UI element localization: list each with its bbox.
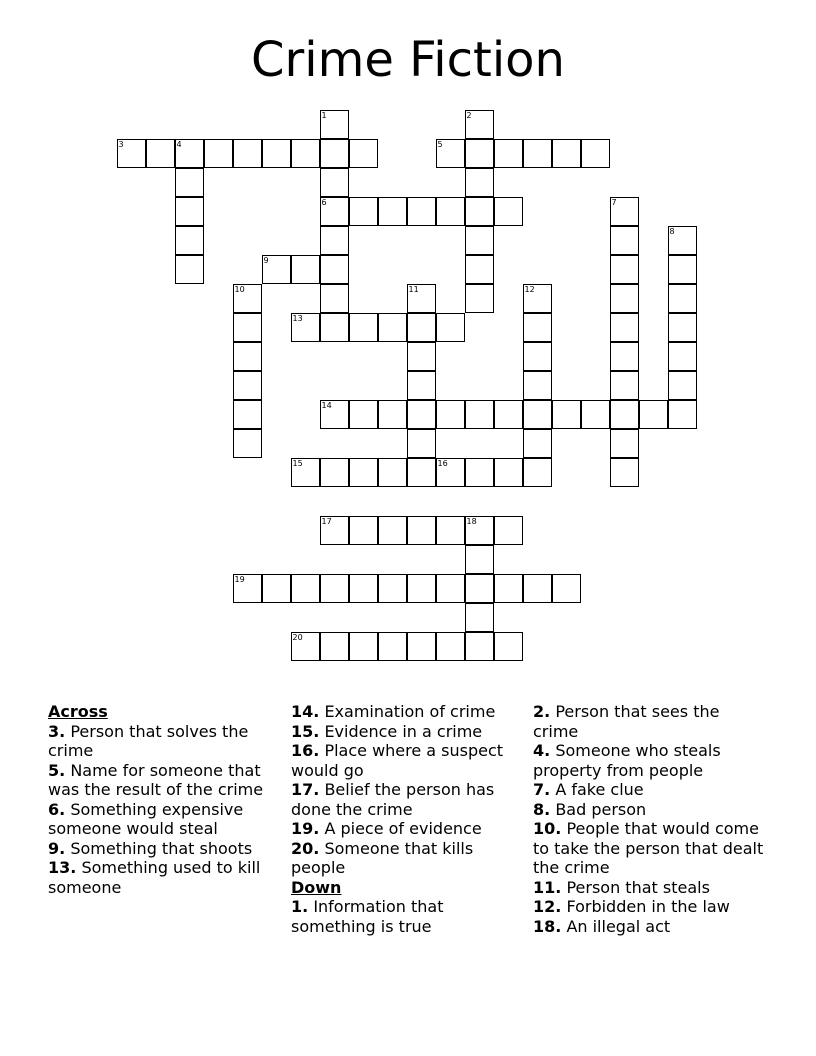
clue-item-text: Something that shoots [70, 838, 253, 858]
grid-cell[interactable] [639, 400, 668, 429]
grid-cell[interactable] [523, 139, 552, 168]
clue-number: 4 [176, 139, 182, 149]
grid-cell[interactable] [668, 284, 697, 313]
grid-cell[interactable] [610, 313, 639, 342]
grid-cell[interactable] [668, 400, 697, 429]
grid-cell[interactable] [465, 110, 494, 139]
clue-item [533, 702, 765, 741]
clue-number: 14 [321, 400, 332, 410]
clue-number: 20 [292, 632, 303, 642]
grid-cell[interactable] [233, 400, 262, 429]
clue-item [48, 722, 280, 761]
grid-cell[interactable] [668, 226, 697, 255]
grid-cell[interactable] [320, 516, 349, 545]
grid-cell[interactable] [465, 226, 494, 255]
grid-cell[interactable] [552, 400, 581, 429]
grid-cell[interactable] [378, 197, 407, 226]
clue-item-text: Information that something is true [291, 897, 444, 936]
clue-item-number: 15. [291, 721, 320, 741]
grid-cell[interactable] [349, 139, 378, 168]
clue-item-number: 18. [533, 916, 562, 936]
clue-item-text: Something expensive someone would steal [48, 799, 244, 838]
grid-cell[interactable] [494, 632, 523, 661]
grid-cell[interactable] [523, 429, 552, 458]
grid-cell[interactable] [436, 632, 465, 661]
grid-cell[interactable] [465, 197, 494, 226]
grid-cell[interactable] [320, 458, 349, 487]
grid-cell[interactable] [610, 400, 639, 429]
grid-cell[interactable] [407, 197, 436, 226]
grid-cell[interactable] [407, 371, 436, 400]
grid-cell[interactable] [494, 139, 523, 168]
clue-item-text: A piece of evidence [324, 819, 482, 838]
clue-item [533, 819, 765, 878]
grid-cell[interactable] [494, 458, 523, 487]
clue-number: 16 [437, 458, 448, 468]
grid-cell[interactable] [465, 255, 494, 284]
grid-cell[interactable] [610, 429, 639, 458]
grid-cell[interactable] [378, 632, 407, 661]
grid-cell[interactable] [320, 197, 349, 226]
grid-cell[interactable] [291, 458, 320, 487]
clue-item-text: Place where a suspect would go [291, 741, 504, 780]
grid-cell[interactable] [436, 400, 465, 429]
grid-cell[interactable] [552, 574, 581, 603]
grid-cell[interactable] [523, 284, 552, 313]
clue-item [291, 819, 523, 839]
grid-cell[interactable] [175, 226, 204, 255]
grid-cell[interactable] [436, 516, 465, 545]
grid-cell[interactable] [407, 632, 436, 661]
grid-cell[interactable] [320, 632, 349, 661]
grid-cell[interactable] [349, 400, 378, 429]
grid-cell[interactable] [320, 284, 349, 313]
grid-cell[interactable] [407, 516, 436, 545]
clue-number: 19 [234, 574, 245, 584]
clue-item [291, 839, 523, 878]
clue-item-number: 17. [291, 780, 320, 799]
page-title: Crime Fiction [251, 32, 565, 88]
grid-cell[interactable] [320, 168, 349, 197]
grid-cell[interactable] [523, 313, 552, 342]
clue-number: 9 [263, 255, 269, 265]
clue-item-number: 10. [533, 819, 562, 838]
grid-cell[interactable] [436, 197, 465, 226]
clue-item-text: Something used to kill someone [48, 858, 261, 897]
grid-cell[interactable] [262, 574, 291, 603]
clue-column-3 [533, 702, 765, 936]
grid-cell[interactable] [407, 400, 436, 429]
clue-item-text: Forbidden in the law [566, 897, 730, 916]
grid-cell[interactable] [465, 400, 494, 429]
grid-cell[interactable] [378, 458, 407, 487]
grid-cell[interactable] [407, 429, 436, 458]
grid-cell[interactable] [378, 400, 407, 429]
grid-cell[interactable] [465, 516, 494, 545]
clue-item [533, 897, 765, 917]
grid-cell[interactable] [407, 458, 436, 487]
clue-item-number: 11. [533, 877, 562, 897]
grid-cell[interactable] [233, 371, 262, 400]
clue-item-text: Evidence in a crime [324, 721, 483, 741]
clue-number: 13 [292, 313, 303, 323]
grid-cell[interactable] [523, 400, 552, 429]
grid-cell[interactable] [378, 574, 407, 603]
grid-cell[interactable] [465, 139, 494, 168]
grid-cell[interactable] [523, 458, 552, 487]
grid-cell[interactable] [320, 226, 349, 255]
grid-cell[interactable] [581, 139, 610, 168]
grid-cell[interactable] [465, 168, 494, 197]
grid-cell[interactable] [610, 284, 639, 313]
grid-cell[interactable] [262, 139, 291, 168]
grid-cell[interactable] [262, 255, 291, 284]
grid-cell[interactable] [465, 632, 494, 661]
grid-cell[interactable] [610, 458, 639, 487]
grid-cell[interactable] [320, 255, 349, 284]
grid-cell[interactable] [436, 574, 465, 603]
clue-number: 7 [611, 197, 617, 207]
clue-item-number: 9. [48, 838, 66, 858]
grid-cell[interactable] [668, 342, 697, 371]
grid-cell[interactable] [610, 255, 639, 284]
clue-item-number: 1. [291, 897, 309, 916]
clue-number: 8 [669, 226, 675, 236]
grid-cell[interactable] [378, 313, 407, 342]
clue-item [291, 897, 523, 936]
down-heading: Down [291, 877, 342, 897]
clue-item-text: Name for someone that was the result of the crime [48, 760, 264, 799]
clue-item-text: Someone that kills people [291, 838, 474, 877]
grid-cell[interactable] [668, 371, 697, 400]
clue-item [533, 917, 765, 937]
clue-item-number: 20. [291, 838, 320, 858]
grid-cell[interactable] [436, 139, 465, 168]
grid-cell[interactable] [320, 313, 349, 342]
grid-cell[interactable] [349, 574, 378, 603]
grid-cell[interactable] [349, 313, 378, 342]
grid-cell[interactable] [175, 197, 204, 226]
grid-cell[interactable] [291, 313, 320, 342]
clue-item-number: 7. [533, 780, 551, 799]
clue-column-1 [48, 702, 280, 897]
clue-item [291, 780, 523, 819]
grid-cell[interactable] [465, 574, 494, 603]
grid-cell[interactable] [146, 139, 175, 168]
grid-cell[interactable] [291, 632, 320, 661]
clue-item-text: An illegal act [566, 916, 671, 936]
clue-item [48, 761, 280, 800]
grid-cell[interactable] [291, 139, 320, 168]
clue-number: 10 [234, 284, 245, 294]
clue-column-2 [291, 702, 523, 936]
clue-item-text: People that would come to take the person that dealt the crime [533, 819, 764, 877]
grid-cell[interactable] [494, 516, 523, 545]
clue-item [48, 839, 280, 859]
clue-item-number: 3. [48, 721, 66, 741]
grid-cell[interactable] [349, 632, 378, 661]
grid-cell[interactable] [407, 342, 436, 371]
grid-cell[interactable] [291, 255, 320, 284]
grid-cell[interactable] [175, 255, 204, 284]
grid-cell[interactable] [552, 139, 581, 168]
clue-item [533, 878, 765, 898]
clue-number: 15 [292, 458, 303, 468]
clue-number: 6 [321, 197, 327, 207]
grid-cell[interactable] [465, 284, 494, 313]
grid-cell[interactable] [233, 574, 262, 603]
clue-item [533, 780, 765, 800]
grid-cell[interactable] [465, 603, 494, 632]
grid-cell[interactable] [349, 197, 378, 226]
grid-cell[interactable] [494, 197, 523, 226]
grid-cell[interactable] [233, 342, 262, 371]
grid-cell[interactable] [465, 545, 494, 574]
grid-cell[interactable] [320, 110, 349, 139]
clue-item-text: Bad person [555, 799, 647, 819]
clue-number: 5 [437, 139, 443, 149]
grid-cell[interactable] [233, 139, 262, 168]
grid-cell[interactable] [610, 371, 639, 400]
grid-cell[interactable] [523, 574, 552, 603]
clue-number: 3 [118, 139, 124, 149]
grid-cell[interactable] [610, 226, 639, 255]
grid-cell[interactable] [668, 313, 697, 342]
clue-item-number: 14. [291, 702, 320, 721]
clue-item [48, 800, 280, 839]
grid-cell[interactable] [117, 139, 146, 168]
clue-number: 2 [466, 110, 472, 120]
grid-cell[interactable] [320, 400, 349, 429]
grid-cell[interactable] [204, 139, 233, 168]
clue-item-text: Person that sees the crime [533, 702, 720, 741]
clue-number: 1 [321, 110, 327, 120]
grid-cell[interactable] [494, 400, 523, 429]
clue-item-text: Someone who steals property from people [533, 741, 721, 780]
clue-item-number: 5. [48, 760, 66, 780]
grid-cell[interactable] [233, 313, 262, 342]
grid-cell[interactable] [349, 458, 378, 487]
clue-item [291, 741, 523, 780]
grid-cell[interactable] [291, 574, 320, 603]
grid-cell[interactable] [436, 313, 465, 342]
clue-item-number: 8. [533, 799, 551, 819]
grid-cell[interactable] [436, 458, 465, 487]
clue-number: 11 [408, 284, 419, 294]
clue-item-number: 16. [291, 741, 320, 760]
clue-item [291, 722, 523, 742]
clue-item-text: A fake clue [555, 780, 644, 799]
clue-number: 17 [321, 516, 332, 526]
grid-cell[interactable] [494, 574, 523, 603]
grid-cell[interactable] [610, 342, 639, 371]
grid-cell[interactable] [320, 139, 349, 168]
grid-cell[interactable] [407, 284, 436, 313]
across-heading: Across [48, 702, 108, 721]
grid-cell[interactable] [610, 197, 639, 226]
clue-item [291, 702, 523, 722]
grid-cell[interactable] [407, 313, 436, 342]
clue-item-text: Belief the person has done the crime [291, 780, 495, 819]
grid-cell[interactable] [349, 516, 378, 545]
grid-cell[interactable] [523, 371, 552, 400]
clue-item [48, 858, 280, 897]
clue-item-text: Person that steals [566, 877, 710, 897]
grid-cell[interactable] [175, 139, 204, 168]
grid-cell[interactable] [668, 255, 697, 284]
clue-item-number: 13. [48, 858, 77, 877]
clue-item-number: 2. [533, 702, 551, 721]
grid-cell[interactable] [233, 284, 262, 313]
grid-cell[interactable] [407, 574, 436, 603]
grid-cell[interactable] [465, 458, 494, 487]
grid-cell[interactable] [581, 400, 610, 429]
clue-number: 18 [466, 516, 477, 526]
clue-item [533, 800, 765, 820]
grid-cell[interactable] [523, 342, 552, 371]
clue-item-text: Person that solves the crime [48, 721, 249, 760]
grid-cell[interactable] [378, 516, 407, 545]
grid-cell[interactable] [175, 168, 204, 197]
clue-item-number: 4. [533, 741, 551, 760]
clue-item-number: 12. [533, 897, 562, 916]
clue-item-number: 6. [48, 799, 66, 819]
clue-item [533, 741, 765, 780]
clue-item-number: 19. [291, 819, 320, 838]
grid-cell[interactable] [320, 574, 349, 603]
clue-number: 12 [524, 284, 535, 294]
grid-cell[interactable] [233, 429, 262, 458]
clue-item-text: Examination of crime [324, 702, 496, 721]
